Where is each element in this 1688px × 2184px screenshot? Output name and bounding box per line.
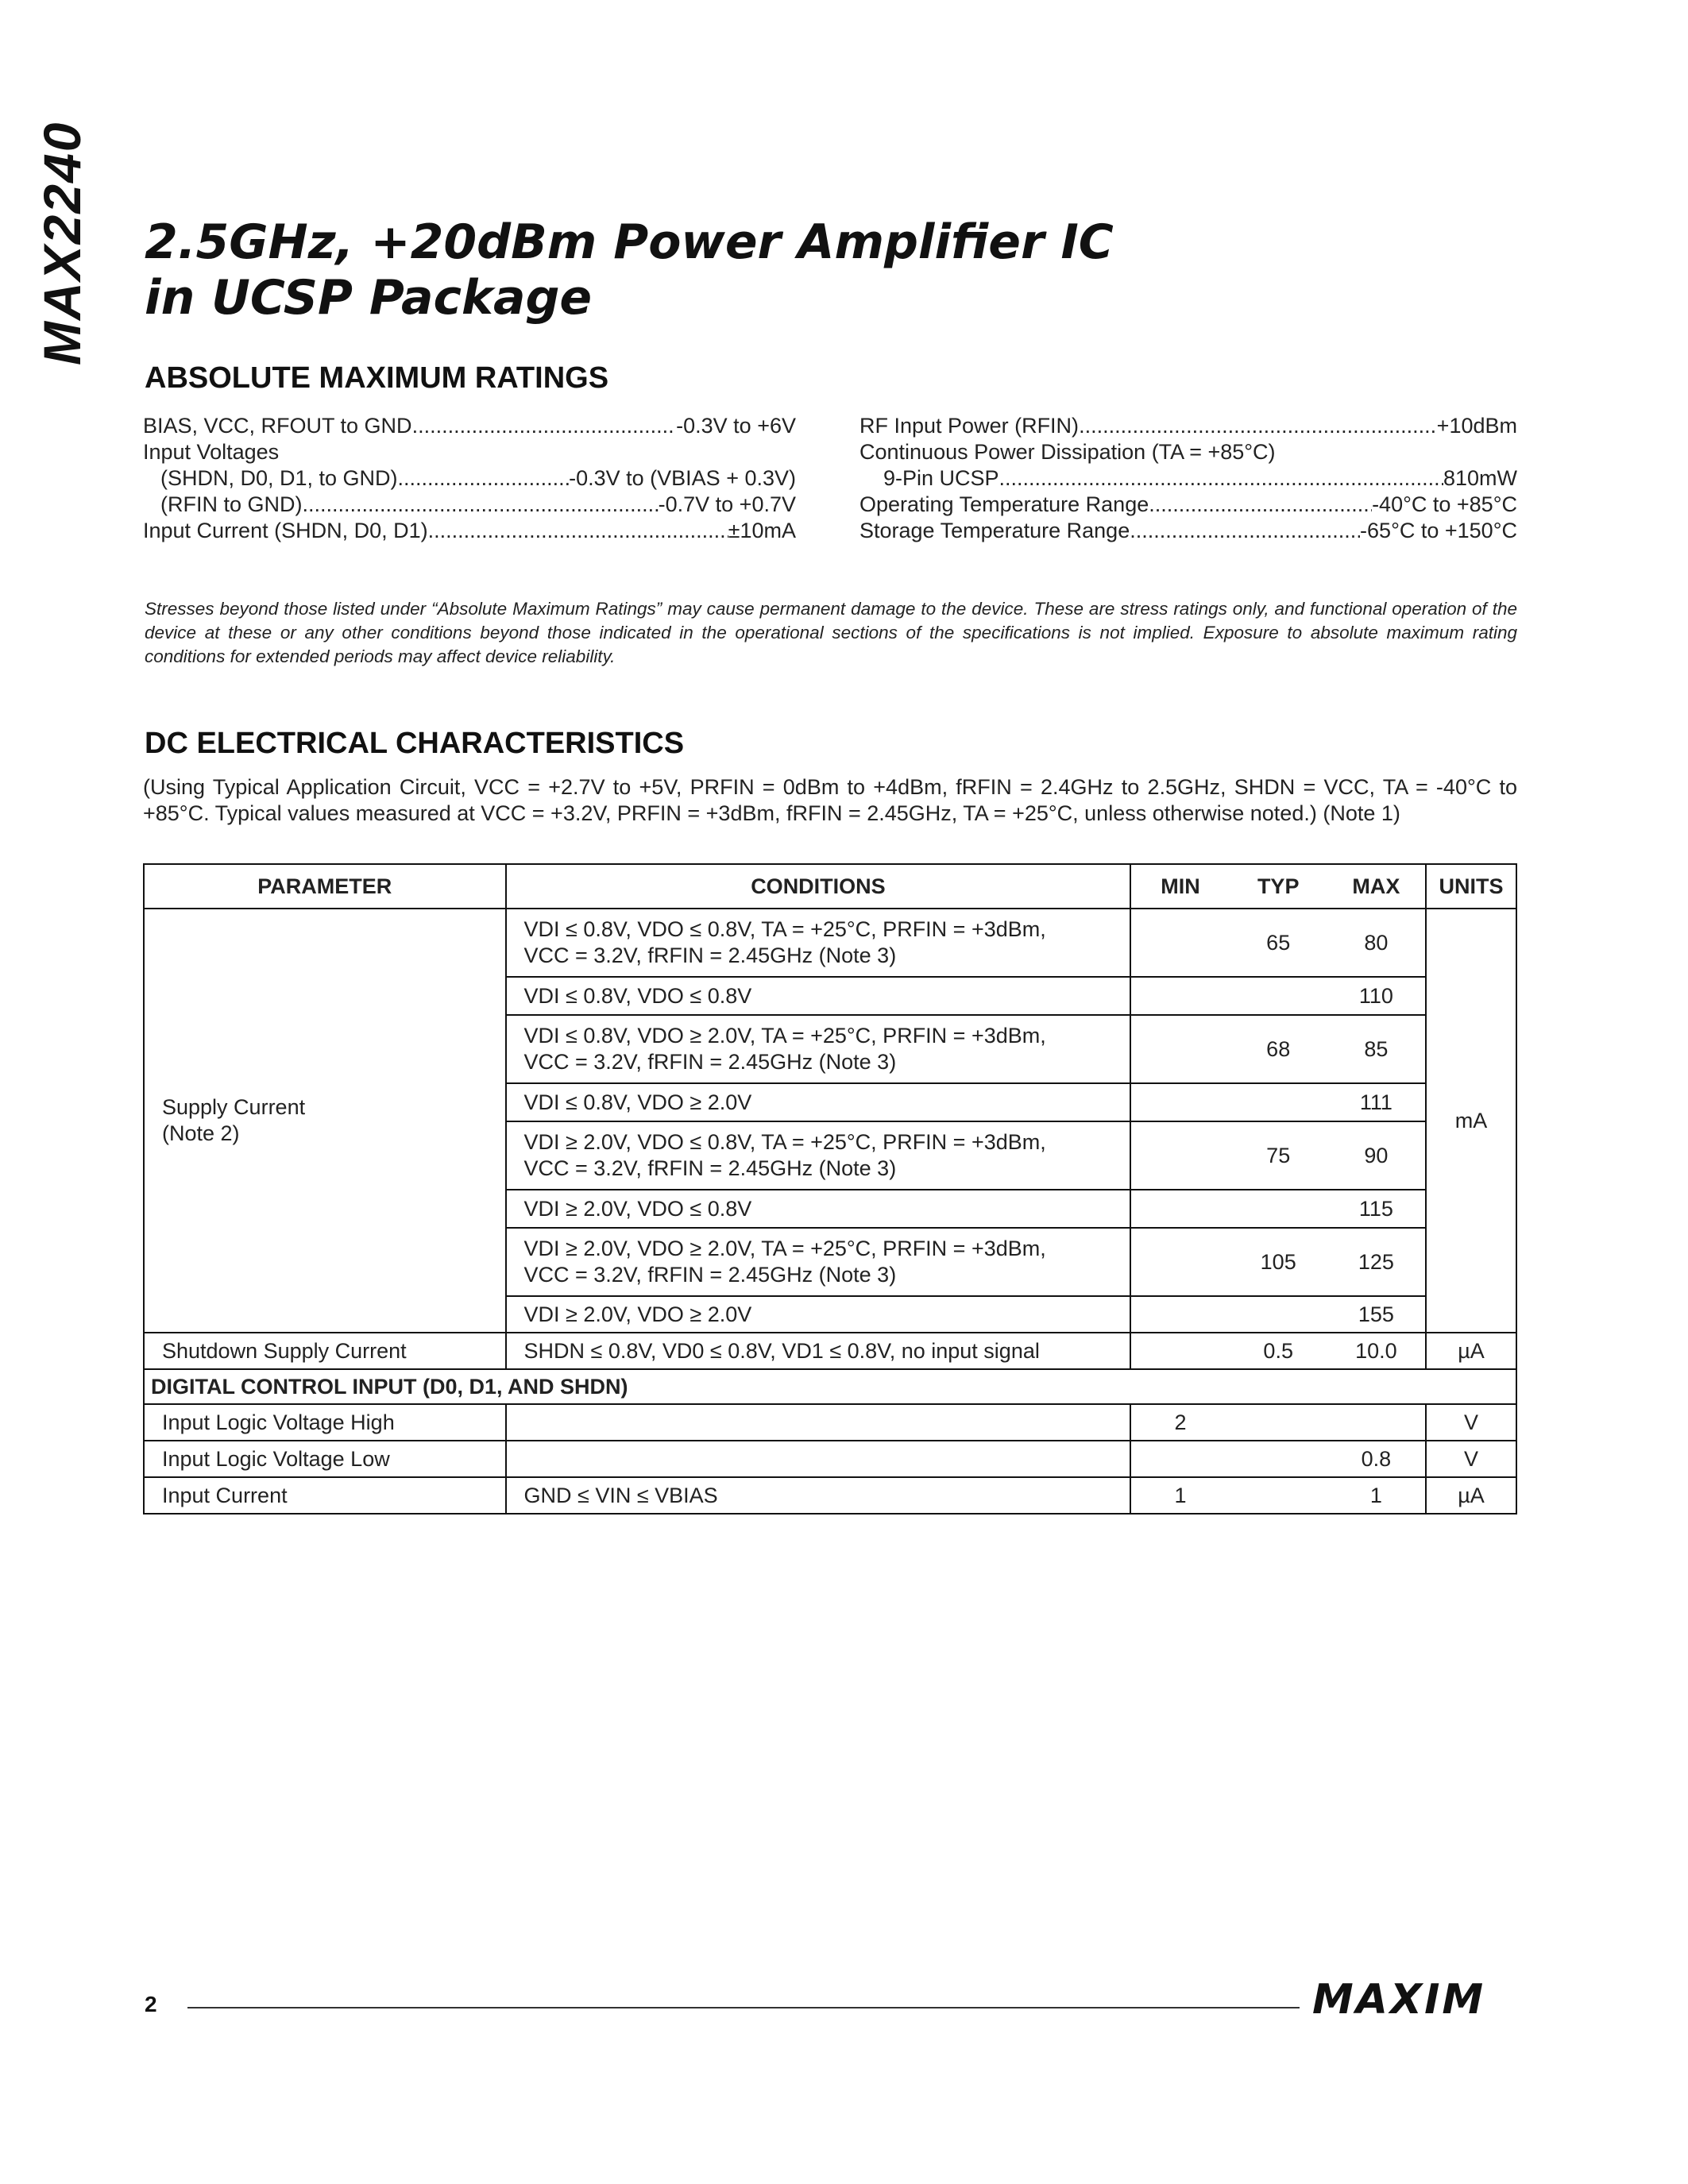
min-value: 1	[1174, 1483, 1187, 1507]
table-row	[144, 1333, 1516, 1369]
amr-row	[859, 465, 1517, 492]
max-value: 110	[1358, 983, 1393, 1008]
title-line-2: in UCSP Package	[145, 270, 593, 326]
amr-left-column	[143, 413, 796, 544]
param-cell: Input Current	[144, 1477, 506, 1514]
condition-cell	[506, 1404, 1131, 1441]
condition-cell	[506, 1015, 1131, 1083]
condition-cell: SHDN ≤ 0.8V, VD0 ≤ 0.8V, VD1 ≤ 0.8V, no input signal	[506, 1333, 1131, 1369]
digital-section-heading: DIGITAL CONTROL INPUT (D0, D1, AND SHDN)	[144, 1369, 1516, 1404]
max-value: 111	[1359, 1090, 1393, 1114]
max-value: 80	[1364, 930, 1389, 955]
typ-value	[1230, 1302, 1327, 1328]
amr-value: -0.3V to +6V	[676, 414, 796, 438]
min-value	[1131, 983, 1229, 1009]
amr-value: -65°C to +150°C	[1360, 519, 1517, 542]
typ-value	[1230, 1483, 1327, 1509]
condition-cell	[506, 1190, 1131, 1228]
min-value	[1131, 1090, 1229, 1116]
units-cell: V	[1426, 1441, 1516, 1477]
amr-row	[143, 413, 796, 439]
header-max: MAX	[1352, 874, 1400, 898]
dc-heading: DC ELECTRICAL CHARACTERISTICS	[145, 727, 685, 760]
value-cell	[1130, 1015, 1426, 1083]
max-value: 125	[1358, 1249, 1394, 1274]
max-value	[1327, 1410, 1425, 1436]
amr-row	[143, 492, 796, 518]
typ-value: 68	[1266, 1036, 1291, 1061]
min-value	[1131, 1338, 1229, 1364]
param-cell: Input Logic Voltage High	[144, 1404, 506, 1441]
value-cell	[1130, 1333, 1426, 1369]
value-cell	[1130, 1083, 1426, 1121]
condition-line: VCC = 3.2V, fRFIN = 2.45GHz (Note 3)	[523, 943, 897, 967]
header-units: UNITS	[1426, 864, 1516, 909]
amr-right-column	[859, 413, 1517, 544]
amr-row	[143, 518, 796, 544]
amr-label: Operating Temperature Range	[859, 492, 1149, 516]
title-line-1: 2.5GHz, +20dBm Power Amplifier IC	[145, 214, 1114, 270]
param-label: Supply Current	[162, 1095, 306, 1119]
condition-line: VCC = 3.2V, fRFIN = 2.45GHz (Note 3)	[523, 1156, 897, 1180]
condition-line: VCC = 3.2V, fRFIN = 2.45GHz (Note 3)	[523, 1050, 897, 1074]
value-cell	[1130, 1477, 1426, 1514]
amr-label: RF Input Power (RFIN)	[859, 414, 1080, 438]
amr-value: ±10mA	[728, 519, 796, 542]
max-value: 0.8	[1361, 1446, 1392, 1471]
amr-label: (RFIN to GND)	[160, 492, 303, 516]
amr-label: 9-Pin UCSP	[883, 466, 999, 490]
amr-label: BIAS, VCC, RFOUT to GND	[143, 414, 412, 438]
units-cell: µA	[1426, 1477, 1516, 1514]
typ-value: 75	[1266, 1143, 1291, 1167]
param-cell: Input Logic Voltage Low	[144, 1441, 506, 1477]
param-note: (Note 2)	[162, 1121, 240, 1145]
condition-cell	[506, 909, 1131, 977]
min-value	[1131, 1302, 1229, 1328]
value-cell	[1130, 909, 1426, 977]
amr-label: Input Current (SHDN, D0, D1)	[143, 519, 428, 542]
typ-value	[1230, 1410, 1327, 1436]
header-conditions: CONDITIONS	[506, 864, 1131, 909]
amr-value: -40°C to +85°C	[1372, 492, 1517, 516]
amr-value: -0.3V to (VBIAS + 0.3V)	[569, 466, 796, 490]
header-min-typ-max	[1130, 864, 1426, 909]
min-value	[1131, 1143, 1229, 1169]
condition-line: VDI ≤ 0.8V, VDO ≥ 2.0V, TA = +25°C, PRFIN = +3dBm,	[523, 1024, 1046, 1048]
header-parameter: PARAMETER	[144, 864, 506, 909]
value-cell	[1130, 1190, 1426, 1228]
typ-value: 65	[1266, 930, 1291, 955]
dc-characteristics-table	[143, 863, 1517, 1515]
typ-value: 0.5	[1263, 1338, 1293, 1363]
condition-line: VDI ≤ 0.8V, VDO ≤ 0.8V	[523, 983, 752, 1008]
max-value: 1	[1369, 1483, 1382, 1507]
supply-current-param	[144, 909, 506, 1333]
condition-line: VDI ≥ 2.0V, VDO ≥ 2.0V	[523, 1302, 752, 1326]
typ-value	[1230, 983, 1327, 1009]
condition-cell	[506, 1296, 1131, 1333]
amr-heading: ABSOLUTE MAXIMUM RATINGS	[145, 361, 609, 395]
amr-label: Input Voltages	[143, 440, 280, 464]
max-value: 155	[1358, 1302, 1394, 1326]
min-value	[1131, 1036, 1229, 1063]
condition-cell: GND ≤ VIN ≤ VBIAS	[506, 1477, 1131, 1514]
header-typ: TYP	[1257, 874, 1300, 898]
amr-row	[143, 439, 796, 465]
amr-value: -0.7V to +0.7V	[658, 492, 796, 516]
amr-row	[859, 439, 1517, 465]
min-value	[1131, 930, 1229, 956]
typ-value	[1230, 1090, 1327, 1116]
min-value: 2	[1174, 1410, 1187, 1434]
min-value	[1131, 1446, 1229, 1472]
max-value: 115	[1358, 1196, 1393, 1221]
amr-row	[143, 465, 796, 492]
units-cell: µA	[1426, 1333, 1516, 1369]
value-cell	[1130, 1404, 1426, 1441]
condition-cell	[506, 1121, 1131, 1190]
condition-line: VDI ≤ 0.8V, VDO ≤ 0.8V, TA = +25°C, PRFIN = +3dBm,	[523, 917, 1046, 941]
side-part-number: MAX2240	[33, 121, 91, 365]
typ-value	[1230, 1196, 1327, 1222]
amr-row	[859, 413, 1517, 439]
min-value	[1131, 1249, 1229, 1275]
table-row	[144, 1477, 1516, 1514]
condition-cell	[506, 1441, 1131, 1477]
page-number: 2	[145, 1992, 157, 2016]
value-cell	[1130, 1121, 1426, 1190]
condition-cell	[506, 1228, 1131, 1296]
amr-label: Continuous Power Dissipation (TA = +85°C)	[859, 440, 1276, 464]
table-row	[144, 1404, 1516, 1441]
units-cell: V	[1426, 1404, 1516, 1441]
header-min: MIN	[1161, 874, 1200, 898]
maxim-logo: MAXIM	[1312, 1976, 1486, 2024]
max-value: 90	[1364, 1143, 1389, 1167]
min-value	[1131, 1196, 1229, 1222]
typ-value	[1230, 1446, 1327, 1472]
amr-row	[859, 518, 1517, 544]
footer-rule	[187, 2007, 1300, 2008]
stress-note: Stresses beyond those listed under “Absolute Maximum Ratings” may cause permanent damage to the device. These are stress ratings only, and functional operation of the device at these or any other conditions beyond those indicated in the operational sections of the specifications is not implied. Exposure to absolute maximum rating conditions for extended periods may affect device reliability.	[145, 599, 1517, 666]
amr-value: +10dBm	[1436, 414, 1517, 438]
supply-units: mA	[1426, 909, 1516, 1333]
value-cell	[1130, 1441, 1426, 1477]
condition-line: VDI ≥ 2.0V, VDO ≤ 0.8V	[523, 1196, 752, 1221]
condition-line: VDI ≤ 0.8V, VDO ≥ 2.0V	[523, 1090, 752, 1114]
amr-row	[859, 492, 1517, 518]
table-row	[144, 909, 1516, 977]
shutdown-param: Shutdown Supply Current	[144, 1333, 506, 1369]
value-cell	[1130, 1228, 1426, 1296]
table-header-row	[144, 864, 1516, 909]
condition-line: VCC = 3.2V, fRFIN = 2.45GHz (Note 3)	[523, 1263, 897, 1287]
typ-value: 105	[1260, 1249, 1296, 1274]
table-row	[144, 1441, 1516, 1477]
dc-conditions-note: (Using Typical Application Circuit, VCC = +2.7V to +5V, PRFIN = 0dBm to +4dBm, fRFIN = 2.4GHz to 2.5GHz, SHDN = VCC, TA = -40°C to +85°C. Typical values measured at VCC = +3.2V, PRFIN = +3dBm, fRFIN = 2.45GHz, TA = +25°C, unless otherwise noted.) (Note 1)	[143, 775, 1517, 825]
condition-cell	[506, 977, 1131, 1015]
condition-cell	[506, 1083, 1131, 1121]
condition-line: VDI ≥ 2.0V, VDO ≥ 2.0V, TA = +25°C, PRFIN = +3dBm,	[523, 1237, 1046, 1260]
page-title	[145, 214, 1114, 326]
max-value: 10.0	[1355, 1338, 1397, 1363]
max-value: 85	[1364, 1036, 1389, 1061]
value-cell	[1130, 977, 1426, 1015]
section-row	[144, 1369, 1516, 1404]
value-cell	[1130, 1296, 1426, 1333]
amr-label: Storage Temperature Range	[859, 519, 1130, 542]
amr-value: 810mW	[1443, 466, 1517, 490]
amr-label: (SHDN, D0, D1, to GND)	[160, 466, 398, 490]
condition-line: VDI ≥ 2.0V, VDO ≤ 0.8V, TA = +25°C, PRFIN = +3dBm,	[523, 1130, 1046, 1154]
